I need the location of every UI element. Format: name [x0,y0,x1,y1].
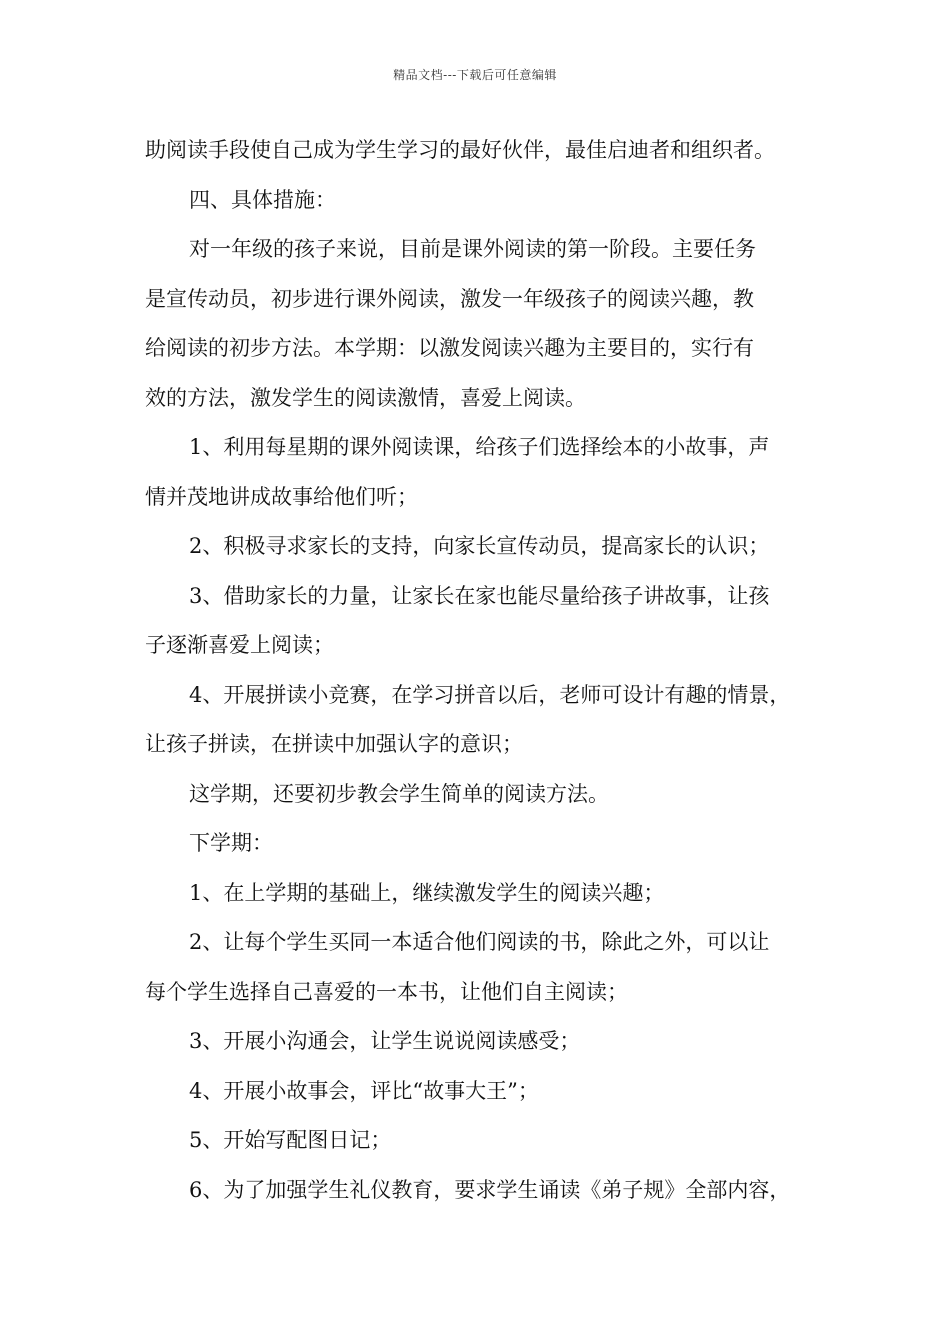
list-item-9: 5、开始写配图日记； [189,1128,392,1152]
page-header: 精品文档---下载后可任意编辑 [393,68,557,82]
list-item-3-line-2: 子逐渐喜爱上阅读； [145,633,334,657]
list-item-1-line-1: 1、利用每星期的课外阅读课，给孩子们选择绘本的小故事，声 [189,435,770,459]
list-item-5: 1、在上学期的基础上，继续激发学生的阅读兴趣； [189,880,665,905]
subsection-heading: 下学期： [189,831,273,855]
text-line-5: 给阅读的初步方法。本学期：以激发阅读兴趣为主要目的，实行有 [145,336,754,360]
list-item-7: 3、开展小沟通会，让学生说说阅读感受； [189,1029,581,1053]
text-line-4: 是宣传动员，初步进行课外阅读，激发一年级孩子的阅读兴趣，教 [145,286,754,311]
list-item-2: 2、积极寻求家长的支持，向家长宣传动员，提高家长的认识； [189,534,770,558]
document-body [145,126,835,1215]
text-line-3: 对一年级的孩子来说，目前是课外阅读的第一阶段。主要任务 [189,237,756,261]
list-item-4-line-2: 让孩子拼读，在拼读中加强认字的意识； [145,732,523,756]
text-line-1: 助阅读手段使自己成为学生学习的最好伙伴，最佳启迪者和组织者。 [145,138,775,162]
list-item-8: 4、开展小故事会，评比“故事大王”； [189,1078,539,1103]
section-heading: 四、具体措施： [189,187,336,212]
list-item-4-line-1: 4、开展拼读小竞赛，在学习拼音以后，老师可设计有趣的情景， [189,682,791,707]
list-item-6-line-2: 每个学生选择自己喜爱的一本书，让他们自主阅读； [145,979,628,1004]
list-item-1-line-2: 情并茂地讲成故事给他们听； [145,484,418,509]
text-line-14: 这学期，还要初步教会学生简单的阅读方法。 [189,781,609,806]
list-item-6-line-1: 2、让每个学生买同一本适合他们阅读的书，除此之外，可以让 [189,930,770,954]
list-item-10: 6、为了加强学生礼仪教育，要求学生诵读《弟子规》全部内容， [189,1177,791,1202]
text-line-6: 效的方法，激发学生的阅读激情，喜爱上阅读。 [145,385,586,410]
list-item-3-line-1: 3、借助家长的力量，让家长在家也能尽量给孩子讲故事，让孩 [189,583,770,608]
